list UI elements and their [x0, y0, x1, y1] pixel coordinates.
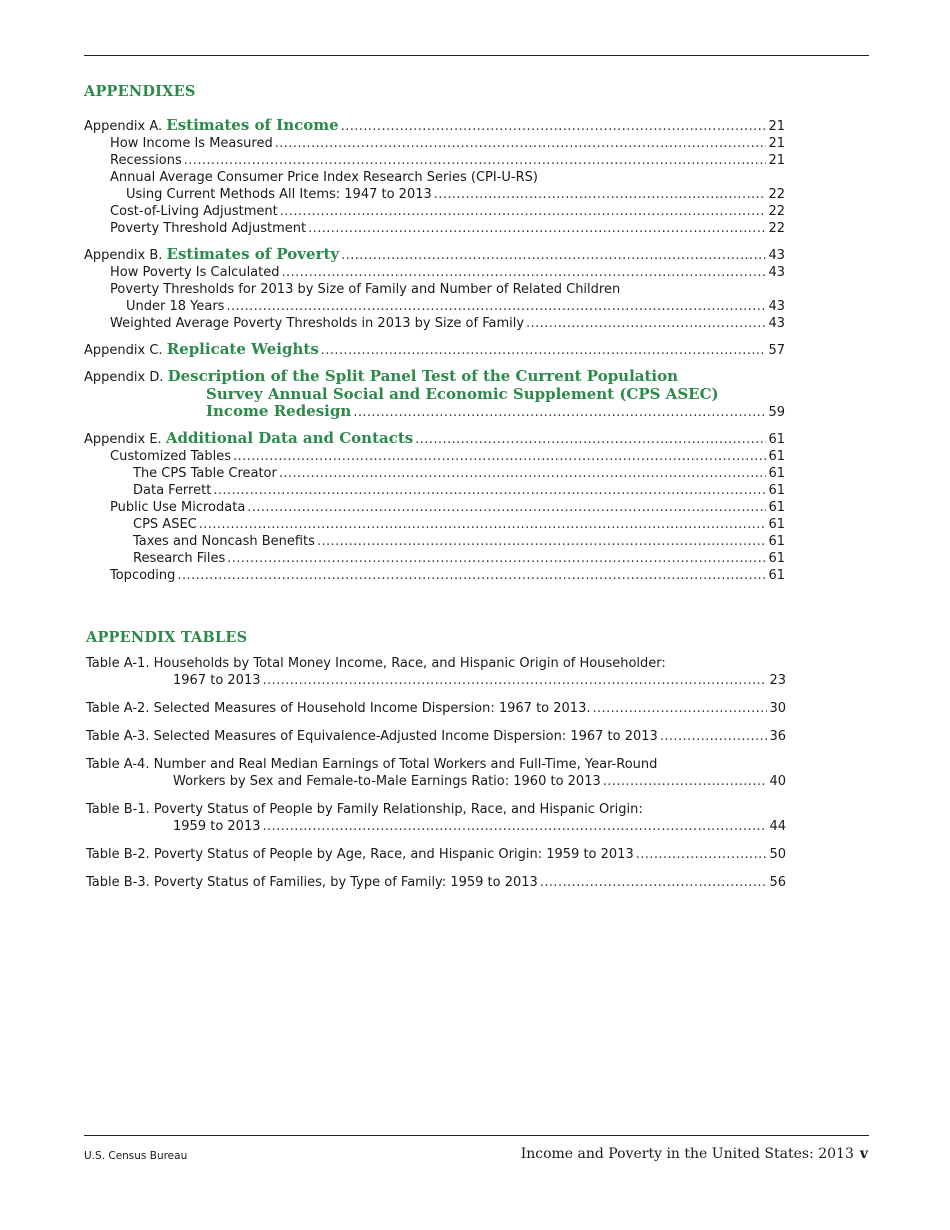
toc-item-label: Topcoding — [110, 568, 176, 583]
leader-dots — [353, 404, 766, 421]
page-number: 21 — [768, 153, 785, 168]
toc-item-label: Using Current Methods All Items: 1947 to 2013 — [126, 187, 432, 202]
toc-item-label: Cost-of-Living Adjustment — [110, 204, 278, 219]
footer-page-number: v — [859, 1146, 868, 1162]
appendix-prefix: Appendix B. — [84, 248, 163, 263]
page-number: 61 — [768, 432, 785, 447]
page-number: 57 — [768, 343, 785, 358]
page-number: 61 — [768, 534, 785, 549]
page-number: 36 — [769, 729, 786, 744]
table-entry-b2[interactable] — [86, 846, 786, 863]
leader-dots — [279, 465, 767, 482]
leader-dots — [592, 700, 767, 717]
leader-dots — [526, 315, 766, 332]
table-entry-a2[interactable] — [86, 700, 786, 717]
table-entry-line: 1959 to 2013 — [173, 819, 261, 834]
toc-item[interactable] — [84, 152, 785, 169]
page-number: 22 — [768, 187, 785, 202]
table-entry-line: 1967 to 2013 — [173, 673, 261, 688]
leader-dots — [213, 482, 766, 499]
leader-dots — [226, 298, 766, 315]
leader-dots — [199, 516, 767, 533]
leader-dots — [227, 550, 766, 567]
leader-dots — [341, 247, 766, 264]
table-entry-line: Table A-2. Selected Measures of Household Income Dispersion: 1967 to 2013. — [86, 701, 591, 716]
toc-item[interactable] — [84, 169, 785, 186]
appendix-title-line: Description of the Split Panel Test of the Current Population — [167, 367, 679, 385]
table-entry-line: Workers by Sex and Female-to-Male Earnings Ratio: 1960 to 2013 — [173, 774, 601, 789]
toc-item[interactable] — [84, 298, 785, 315]
appendix-title-line: Income Redesign — [206, 402, 352, 420]
leader-dots — [603, 773, 768, 790]
appendix-title: Estimates of Poverty — [166, 245, 340, 263]
leader-dots — [321, 342, 767, 359]
toc-item[interactable] — [84, 203, 785, 220]
toc-item[interactable] — [84, 220, 785, 237]
page-number: 23 — [769, 673, 786, 688]
toc-item-label: Poverty Threshold Adjustment — [110, 221, 307, 236]
table-entry-line: Table A-1. Households by Total Money Income, Race, and Hispanic Origin of Householder: — [86, 656, 666, 671]
toc-item-label: Under 18 Years — [126, 299, 225, 314]
toc-item-label: Poverty Thresholds for 2013 by Size of Family and Number of Related Children — [110, 282, 621, 297]
appendix-d-entry-cont[interactable] — [84, 403, 785, 421]
page-number: 43 — [768, 316, 785, 331]
appendix-prefix: Appendix D. — [84, 370, 164, 385]
table-entry-a1[interactable] — [86, 655, 786, 689]
appendixes-toc — [84, 117, 785, 584]
page-number: 59 — [768, 405, 785, 420]
toc-item[interactable] — [84, 264, 785, 281]
toc-item-label: Customized Tables — [110, 449, 232, 464]
appendix-title-line: Survey Annual Social and Economic Supplement (CPS ASEC) — [206, 385, 719, 403]
table-entry-line: Table B-1. Poverty Status of People by Family Relationship, Race, and Hispanic Origin: — [86, 802, 643, 817]
appendixes-heading: APPENDIXES — [84, 83, 196, 100]
page-number: 43 — [768, 248, 785, 263]
page-number: 56 — [769, 875, 786, 890]
appendix-a-entry[interactable] — [84, 117, 785, 135]
toc-item-label: CPS ASEC — [133, 517, 197, 532]
table-entry-b1[interactable] — [86, 801, 786, 835]
table-entry-line: Table B-2. Poverty Status of People by Age, Race, and Hispanic Origin: 1959 to 2013 — [86, 847, 634, 862]
footer-report-title: Income and Poverty in the United States: 2013 — [520, 1146, 854, 1162]
leader-dots — [262, 672, 767, 689]
bottom-rule — [84, 1135, 869, 1136]
leader-dots — [247, 499, 766, 516]
table-entry-line: Table A-3. Selected Measures of Equivalence-Adjusted Income Dispersion: 1967 to 2013 — [86, 729, 658, 744]
leader-dots — [177, 567, 766, 584]
page-number: 40 — [769, 774, 786, 789]
leader-dots — [660, 728, 768, 745]
table-entry-a3[interactable] — [86, 728, 786, 745]
page-number: 61 — [768, 449, 785, 464]
leader-dots — [275, 135, 767, 152]
toc-item-label: Public Use Microdata — [110, 500, 246, 515]
appendix-e-entry[interactable] — [84, 430, 785, 448]
toc-item-label: Data Ferrett — [133, 483, 212, 498]
page-number: 21 — [768, 119, 785, 134]
appendix-title: Additional Data and Contacts — [165, 429, 414, 447]
leader-dots — [317, 533, 767, 550]
table-entry-line: Table A-4. Number and Real Median Earnings of Total Workers and Full-Time, Year-Round — [86, 757, 658, 772]
table-entry-a4[interactable] — [86, 756, 786, 790]
toc-item-label: How Income Is Measured — [110, 136, 273, 151]
leader-dots — [434, 186, 767, 203]
leader-dots — [540, 874, 768, 891]
page-number: 30 — [769, 701, 786, 716]
leader-dots — [262, 818, 767, 835]
appendix-tables-list — [86, 655, 786, 902]
toc-item-label: The CPS Table Creator — [133, 466, 277, 481]
toc-item[interactable] — [84, 186, 785, 203]
leader-dots — [280, 203, 767, 220]
leader-dots — [636, 846, 768, 863]
page-number: 43 — [768, 299, 785, 314]
page-number: 61 — [768, 568, 785, 583]
toc-item-label: How Poverty Is Calculated — [110, 265, 280, 280]
toc-item[interactable] — [84, 533, 785, 550]
leader-dots — [308, 220, 766, 237]
appendix-b-entry[interactable] — [84, 246, 785, 264]
toc-item[interactable] — [84, 135, 785, 152]
leader-dots — [415, 431, 766, 448]
top-rule — [84, 55, 869, 56]
appendix-prefix: Appendix A. — [84, 119, 163, 134]
toc-item-label: Weighted Average Poverty Thresholds in 2013 by Size of Family — [110, 316, 525, 331]
toc-item-label: Research Files — [133, 551, 226, 566]
page-number: 61 — [768, 551, 785, 566]
toc-item[interactable] — [84, 315, 785, 332]
leader-dots — [282, 264, 767, 281]
toc-item[interactable] — [84, 281, 785, 298]
table-entry-b3[interactable] — [86, 874, 786, 891]
toc-item[interactable] — [84, 448, 785, 465]
page-number: 22 — [768, 221, 785, 236]
toc-item[interactable] — [84, 465, 785, 482]
toc-item[interactable] — [84, 516, 785, 533]
page-number: 61 — [768, 483, 785, 498]
page-number: 22 — [768, 204, 785, 219]
page-number: 61 — [768, 500, 785, 515]
toc-item-label: Taxes and Noncash Benefits — [133, 534, 315, 549]
page-number: 21 — [768, 136, 785, 151]
table-entry-line: Table B-3. Poverty Status of Families, by Type of Family: 1959 to 2013 — [86, 875, 538, 890]
toc-item-label: Recessions — [110, 153, 182, 168]
appendix-d-entry-cont[interactable] — [84, 386, 785, 403]
toc-item[interactable] — [84, 499, 785, 516]
page-number: 44 — [769, 819, 786, 834]
leader-dots — [341, 118, 767, 135]
appendix-prefix: Appendix C. — [84, 343, 163, 358]
page-number: 61 — [768, 466, 785, 481]
footer-title — [521, 1146, 868, 1162]
appendix-c-entry[interactable] — [84, 341, 785, 359]
toc-item-label: Annual Average Consumer Price Index Research Series (CPI-U-RS) — [110, 170, 538, 185]
appendix-tables-heading: APPENDIX TABLES — [86, 629, 248, 646]
page-number: 50 — [769, 847, 786, 862]
page-number: 43 — [768, 265, 785, 280]
toc-item[interactable] — [84, 482, 785, 499]
appendix-prefix: Appendix E. — [84, 432, 162, 447]
appendix-title: Replicate Weights — [166, 340, 319, 358]
toc-item[interactable] — [84, 567, 785, 584]
footer-publisher: U.S. Census Bureau — [84, 1150, 188, 1162]
toc-item[interactable] — [84, 550, 785, 567]
page-number: 61 — [768, 517, 785, 532]
appendix-d-entry[interactable] — [84, 368, 785, 386]
leader-dots — [233, 448, 766, 465]
leader-dots — [184, 152, 767, 169]
appendix-title: Estimates of Income — [166, 116, 339, 134]
